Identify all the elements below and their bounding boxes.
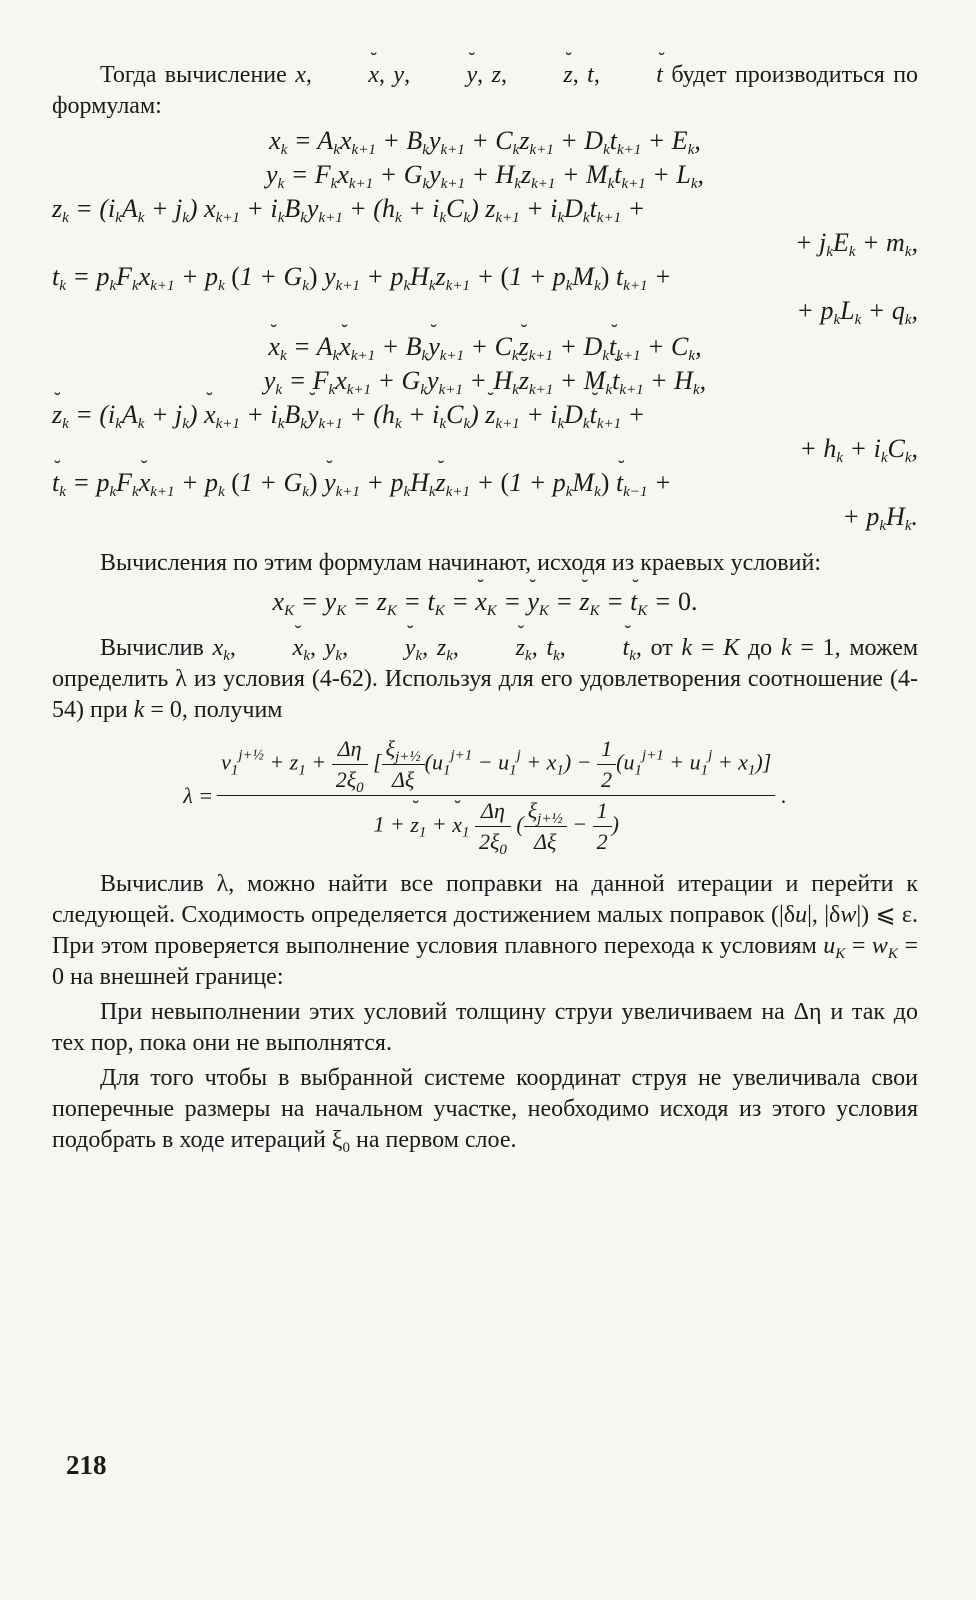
equation-z-line1: $z_k = (i_kA_k + j_k) x_{k+1} + i_kB_ky_{k+1} + (h_k + i_kC_k) z_{k+1} + i_kD_kt_{k+1}$ + <box>52 194 646 226</box>
page-number: 218 <box>66 1450 107 1480</box>
paragraph-intro: Тогда вычисление x, ˘ x, y, ˘ y, z, ˘ z, t, ˘ t будет производиться по формулам: <box>52 60 918 122</box>
equation-system-breve <box>52 330 918 534</box>
equation-t-line1: $t_k = p_kF_kx_{k+1} + p_k$ $(1 + G_k)$ $y_{k+1} + p_kH_kz_{k+1} + (1 + p_kM_k) t_{k+1}$ + <box>52 262 672 294</box>
page <box>52 60 918 1156</box>
equation-boundary: $x_K = y_K = z_K = t_K$ = ˘ $x_K$ = ˘ $y_K$ = ˘ $z_K$ = ˘ $t_K = 0$. <box>52 585 918 619</box>
paragraph-thickness: При невыполнении этих условий толщину струи увеличиваем на Δη и так до тех пор, пока они не выполнятся. <box>52 999 918 1056</box>
equation-y: $y_k = F_kx_{k+1} + G_ky_{k+1} + H_kz_{k+1} + M_kt_{k+1} + L_k$, <box>266 160 704 192</box>
equation-y-breve: $y_k = F_kx_{k+1} + G_ky_{k+1}$ + $H_k˘$ $z_{k+1}$ + $M_k˘$ $t_{k+1} + H_k$, <box>52 364 918 398</box>
paragraph-lambda-intro: Вычислив $x_k$, ˘ $x_k$, $y_k$, ˘ $y_k$, $z_k$, ˘ $z_k$, $t_k$, ˘ $t_k$, от k = K до k = 1, можем определить λ из условия (4-62). Используя для его удовлетворения соотношение (4-54) при k = 0, получим <box>52 633 918 726</box>
equation-z-line2: + $j_kE_k + m_k$, <box>794 228 918 260</box>
equation-z-breve-line2: + $h_k + i_kC_k$, <box>799 434 918 466</box>
equation-system-direct <box>52 124 918 328</box>
equation-t-breve-line2: + $p_kH_k$. <box>842 502 918 534</box>
paragraph-boundary: Вычисления по этим формулам начинают, исходя из краевых условий: <box>100 550 821 576</box>
equation-z-breve-line1: ˘ $z_k = (i_kA_k + j_k)$ ˘ $x_{k+1}$ + $i_kB_k˘$ $y_{k+1} + (h_k + i_kC_k)$ ˘ $z_{k+1}$ + $i_kD_k˘$ $t_{k+1}$ + <box>52 398 918 432</box>
equation-t-breve-line1: ˘ $t_k$ = $p_kF_k˘$ $x_{k+1} + p_k$ $(1 + G_k)$ ˘ $y_{k+1}$ + $p_kH_k˘$ $z_{k+1} + (1 + p_kM_k)$ ˘ $t_{k-1}$ + <box>52 466 918 500</box>
equation-x: $x_k = A_kx_{k+1} + B_ky_{k+1} + C_kz_{k+1} + D_kt_{k+1} + E_k$, <box>269 126 701 158</box>
equation-x-breve: ˘ $x_k$ = $A_k˘$ $x_{k+1}$ + $B_k˘$ $y_{k+1}$ + $C_k˘$ $z_{k+1}$ + $D_k˘$ $t_{k+1} + C_k$, <box>52 330 918 364</box>
lambda-fraction: $v_1^{j+\frac{1}{2}} + z_1$ + $\frac{\Delta\eta}{2\xi_0}$ [ $\frac{\xi_{j+\frac{1}{2}}}{\Delta\xi}$ $(u_1^{j+1} - u_1^j + x_1)$ − $\frac{1}{2}$ $(u_1^{j+1} + u_1^j + x_1)$] 1 + ˘ $z_1$ + ˘ $x_1$ $\frac{\Delta\eta}{2\xi_0}$ ( $\frac{\xi_{j+\frac{1}{2}}}{\Delta\xi}$ − $\frac{1}{2}$ ) <box>217 736 775 855</box>
paragraph-convergence: Вычислив λ, можно найти все поправки на данной итерации и перейти к следующей. Сходимость определяется достижением малых поправок (|δu|, |δw|) ⩽ ε. При этом проверяется выполнение условия плавного перехода к условиям $u_K = w_K = 0$ на внешней границе: <box>52 871 919 990</box>
paragraph-coordinates: Для того чтобы в выбранной системе координат струя не увеличивала свои поперечные размеры на начальном участке, необходимо исходя из этого условия подобрать в ходе итераций $\xi_0$ на первом слое. <box>52 1065 918 1156</box>
equation-lambda: λ = $v_1^{j+\frac{1}{2}} + z_1$ + $\frac{\Delta\eta}{2\xi_0}$ [ $\frac{\xi_{j+\frac{1}{2}}}{\Delta\xi}$ $(u_1^{j+1} - u_1^j + x_1)$ − $\frac{1}{2}$ $(u_1^{j+1} + u_1^j + x_1)$] 1 + ˘ $z_1$ + ˘ $x_1$ $\frac{\Delta\eta}{2\xi_0}$ ( $\frac{\xi_{j+\frac{1}{2}}}{\Delta\xi}$ − $\frac{1}{2}$ ) . <box>52 736 918 855</box>
equation-t-line2: + $p_kL_k + q_k$, <box>796 296 918 328</box>
